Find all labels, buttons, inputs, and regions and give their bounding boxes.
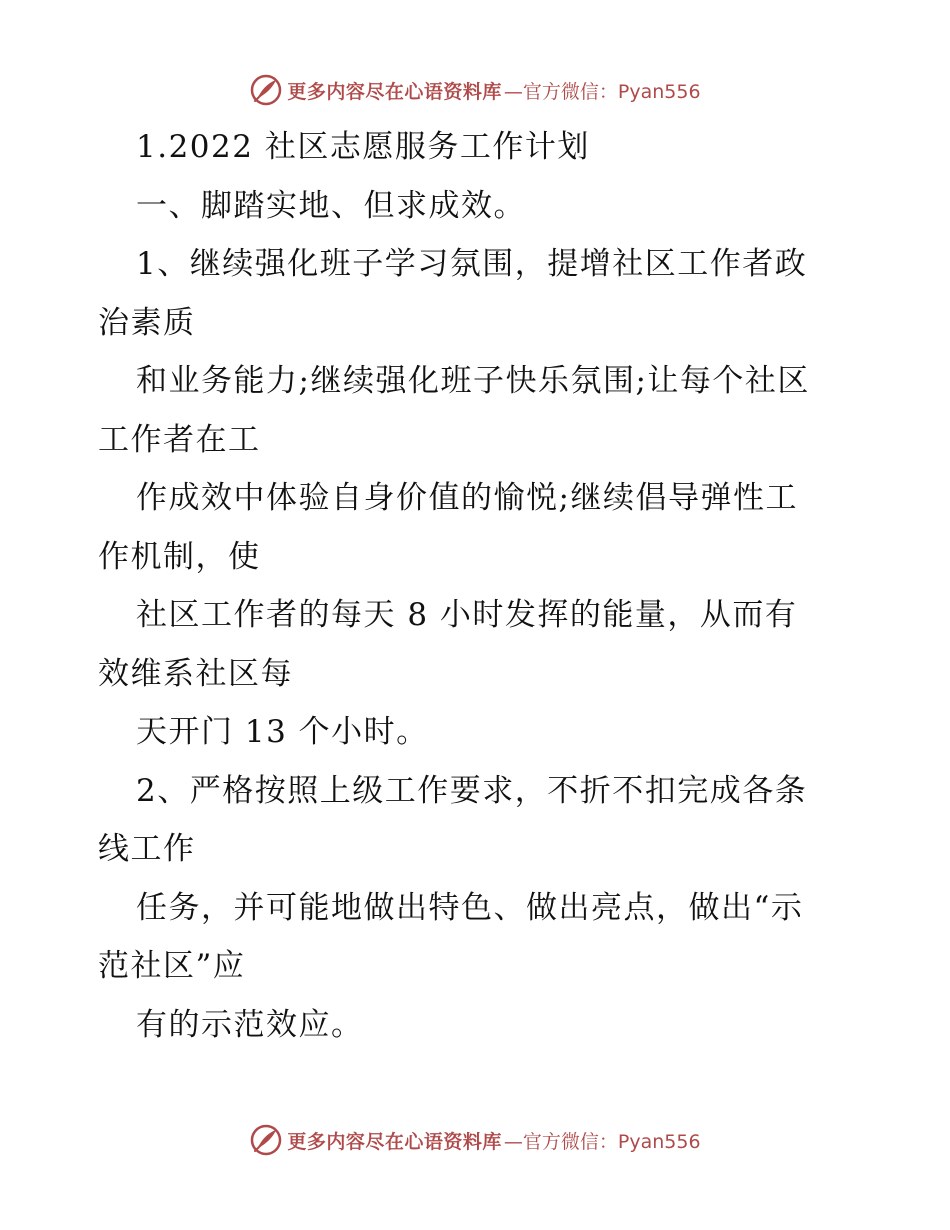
paragraph-line: 1、继续强化班子学习氛围，提增社区工作者政	[136, 246, 808, 282]
paragraph-line: 作成效中体验自身价值的愉悦;继续倡导弹性工	[136, 480, 798, 516]
paragraph-line: 和业务能力;继续强化班子快乐氛围;让每个社区	[136, 363, 810, 399]
paragraph-line: 社区工作者的每天 8 小时发挥的能量，从而有	[136, 597, 798, 633]
paragraph-line: 2、严格按照上级工作要求，不折不扣完成各条	[136, 772, 808, 809]
banner-secondary-text: —官方微信：Pyan556	[503, 80, 701, 103]
paragraph-line: 工作者在工	[98, 421, 261, 458]
banner-secondary-text: —官方微信：Pyan556	[503, 1130, 701, 1153]
paragraph-line: 任务，并可能地做出特色、做出亮点，做出“示	[136, 889, 804, 926]
feather-pen-logo-icon	[249, 1123, 283, 1157]
section-heading: 一、脚踏实地、但求成效。	[136, 187, 526, 224]
banner-primary-text: 更多内容尽在心语资料库	[287, 80, 502, 103]
paragraph-line: 有的示范效应。	[136, 1006, 364, 1043]
paragraph-line: 治素质	[98, 304, 196, 341]
paragraph-line: 范社区”应	[98, 948, 246, 984]
paragraph-line: 效维系社区每	[98, 655, 293, 692]
paragraph-line: 作机制，使	[98, 538, 261, 575]
footer-watermark-banner	[0, 1120, 950, 1160]
paragraph-line: 线工作	[98, 831, 196, 867]
paragraph-line: 天开门 13 个小时。	[136, 714, 429, 750]
document-body	[98, 118, 858, 1054]
header-watermark-banner	[0, 70, 950, 110]
feather-pen-logo-icon	[249, 73, 283, 107]
document-title: 1.2022 社区志愿服务工作计划	[136, 129, 590, 165]
banner-primary-text: 更多内容尽在心语资料库	[287, 1130, 502, 1153]
